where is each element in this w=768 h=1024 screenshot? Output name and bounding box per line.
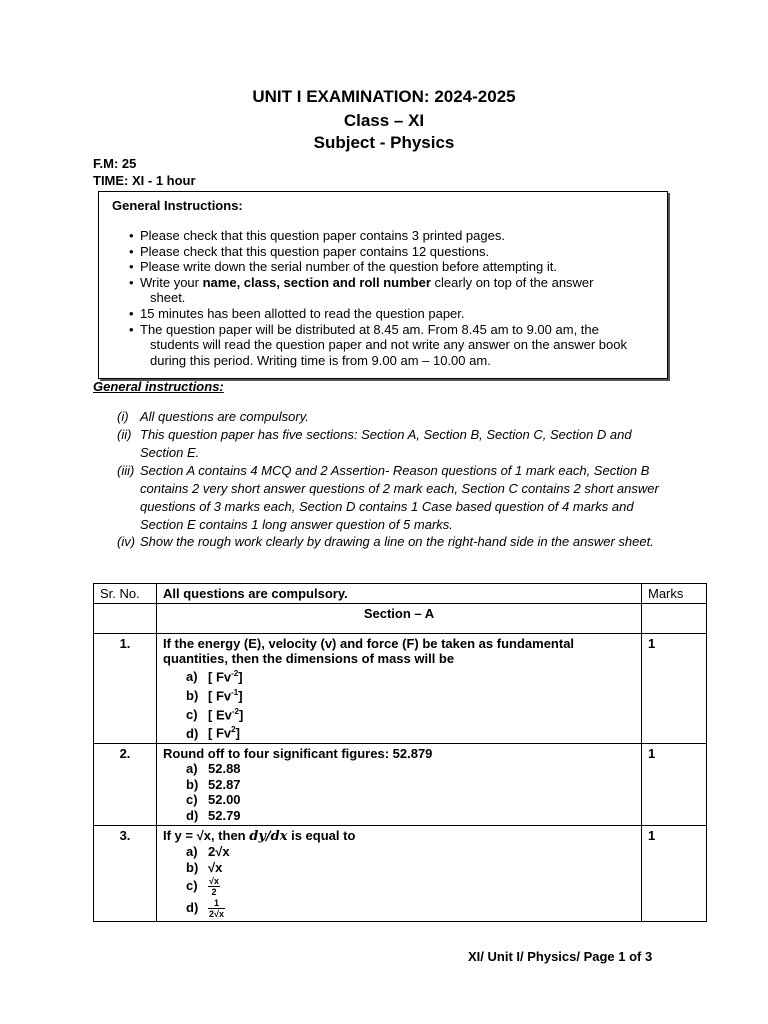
question-number: 1.: [94, 634, 157, 744]
question-header: All questions are compulsory.: [157, 584, 642, 604]
options-list: [163, 844, 635, 919]
sr-no-header: Sr. No.: [94, 584, 157, 604]
instruction-item: • Write your name, class, section and roll number clearly on top of the answer sheet.: [129, 274, 594, 306]
class-title: Class – XI: [343, 111, 425, 130]
question-marks: 1: [642, 634, 707, 744]
option: b) √x: [186, 859, 223, 875]
marks-header: Marks: [642, 584, 707, 604]
option: b) 52.87: [186, 776, 241, 792]
instruction-item: • Please check that this question paper contains 12 questions.: [129, 243, 490, 259]
table-header-row: [94, 584, 707, 604]
full-marks: F.M: 25: [93, 156, 137, 171]
question-text: If y = √x, then dy/dx is equal to: [163, 828, 356, 845]
option: a) 52.88: [186, 761, 241, 777]
question-cell: [157, 826, 642, 922]
option: a) [ $Fv^{-2}$]: [186, 669, 243, 685]
general-instruction-item: (iii) Section A contains 4 MCQ and 2 Assertion- Reason questions of 1 mark each, Section B contains 2 very short answer questions of 2 mark each, Section C contains 2 short answer questions of 3 marks each, Section D contains 1 Case based question of 4 marks and Section E contains 1 long answer question of 5 marks.: [117, 463, 659, 532]
general-instruction-item: (ii) This question paper has five sections: Section A, Section B, Section C, Section D and Section E.: [117, 427, 632, 460]
question-number: 3.: [94, 826, 157, 922]
general-instructions-heading: General instructions:: [93, 379, 224, 394]
section-row: [94, 604, 707, 634]
question-marks: 1: [642, 744, 707, 826]
general-instruction-item: (i) All questions are compulsory.: [117, 409, 309, 424]
table-row: [94, 826, 707, 922]
option: d) [ Fv$^2$]: [186, 725, 240, 741]
instruction-item: • Please write down the serial number of the question before attempting it.: [129, 259, 557, 275]
questions-table: [93, 583, 707, 922]
question-text: If the energy (E), velocity (v) and force (F) be taken as fundamental quantities, then the dimensions of mass will be: [163, 636, 575, 666]
section-a-heading: Section – A: [157, 604, 642, 634]
table-row: [94, 744, 707, 826]
time-allowed: TIME: XI - 1 hour: [93, 173, 196, 188]
option: c) [ $Ev^{-2}$]: [186, 706, 244, 722]
option: c) $\frac{√x}{2}$: [186, 876, 219, 898]
instructions-box: [98, 191, 668, 379]
option: a) 2√x: [186, 844, 230, 860]
instructions-list: [129, 228, 661, 368]
option: b) [ $Fv^{-1}$]: [186, 687, 243, 704]
question-marks: 1: [642, 826, 707, 922]
general-instructions-list: [117, 408, 677, 549]
options-list: [163, 666, 635, 741]
fraction: $\frac{1}{2√x}$: [209, 898, 224, 920]
instruction-item: • Please check that this question paper contains 3 printed pages.: [129, 228, 505, 243]
options-list: [163, 761, 635, 823]
exam-title: UNIT I EXAMINATION: 2024-2025: [252, 87, 516, 106]
subject-title: Subject - Physics: [313, 133, 455, 152]
question-text: Round off to four significant figures: 52.879: [163, 746, 433, 762]
page-footer: XI/ Unit I/ Physics/ Page 1 of 3: [468, 949, 653, 964]
fraction: $\frac{√x}{2}$: [209, 876, 219, 898]
instructions-heading: General Instructions:: [112, 198, 243, 213]
question-number: 2.: [94, 744, 157, 826]
instruction-item: • The question paper will be distributed at 8.45 am. From 8.45 am to 9.00 am, the students will read the question paper and not write any answer on the answer book during this period. Writing time is from 9.00 am – 10.00 am.: [129, 321, 627, 368]
instruction-item: • 15 minutes has been allotted to read the question paper.: [129, 305, 465, 321]
option: d) $\frac{1}{2√x}$: [186, 898, 224, 920]
option: c) 52.00: [186, 792, 241, 808]
option: d) 52.79: [186, 807, 241, 823]
question-cell: [157, 634, 642, 744]
table-row: [94, 634, 707, 744]
question-cell: [157, 744, 642, 826]
general-instruction-item: (iv) Show the rough work clearly by drawing a line on the right-hand side in the answer sheet.: [117, 534, 654, 549]
